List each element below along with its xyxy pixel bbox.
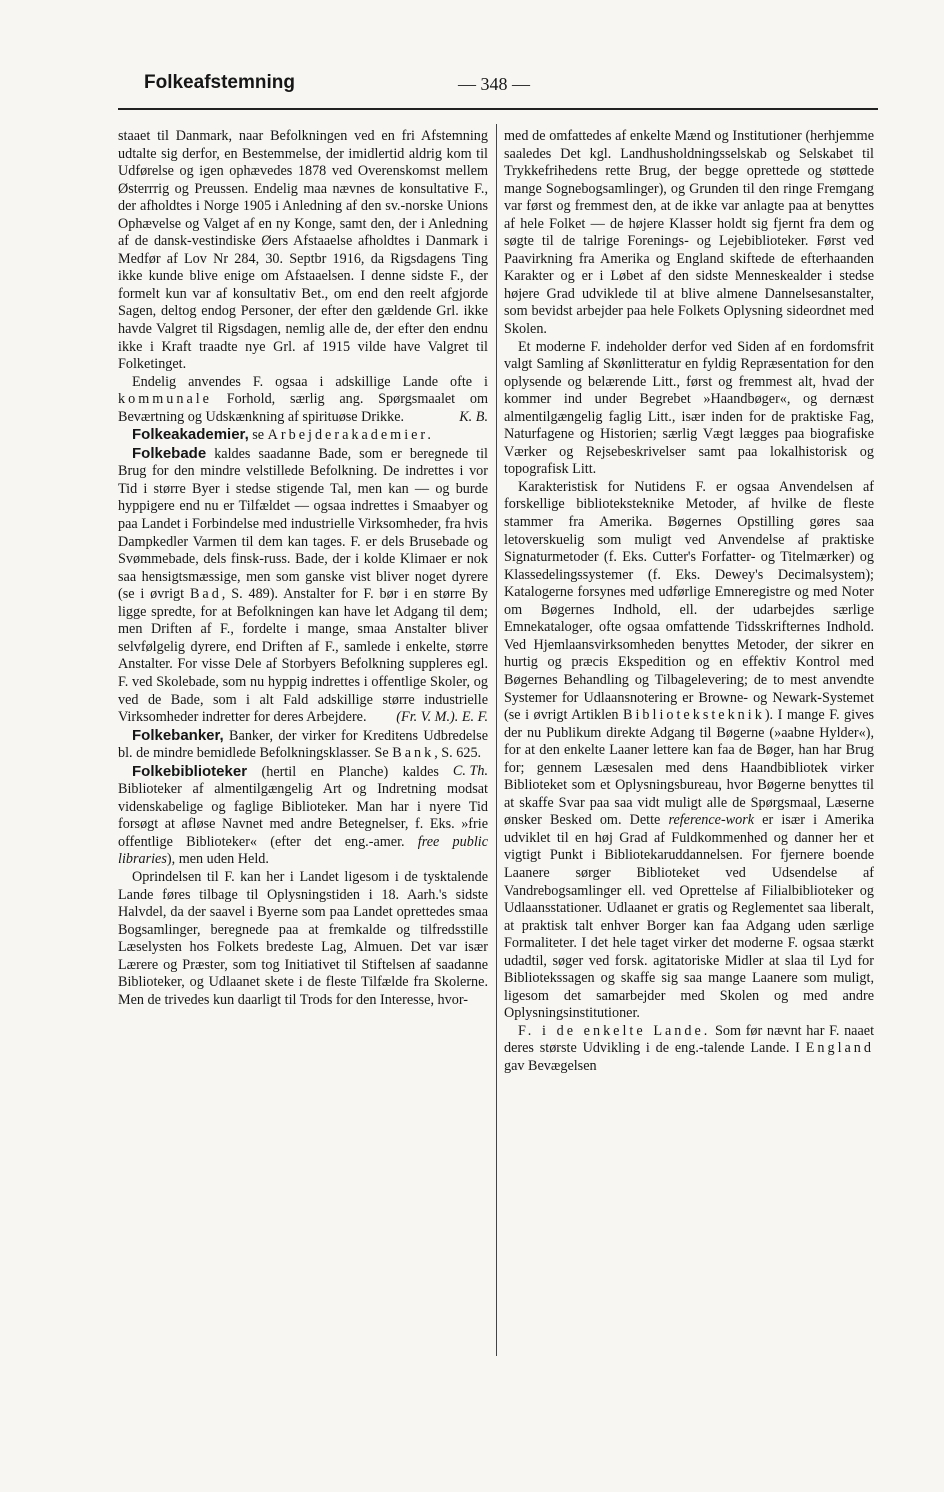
paragraph: Endelig anvendes F. ogsaa i adskillige Lande ofte i kommunale Forhold, særlig ang. Spørgsmaalet om Beværtning og Udskænkning af spirituøse Drikke. K. B. [118, 373, 488, 425]
paragraph: F. i de enkelte Lande. Som før nævnt har F. naaet deres største Udvikling i de eng.-talende Lande. I England gav Bevægelsen [504, 1022, 875, 1074]
paragraph: med de omfattedes af enkelte Mænd og Institutioner (herhjemme saaledes Det kgl. Landhusholdningsselskab og Selskabet til Trykkefrihedens rette Brug, der begge oprettede og støttede mange Sognebogsamlinger), og Grunden til den ringe Fremgang var først og fremmest den, at de ikke var anlagte paa at benyttes af hele Folket — de højere Klasser holdt sig fjernt fra dem og søgte til de talrige Forenings- og Lejebiblioteker. Først ved Paavirkning fra Amerika og England skiftede de efterhaanden Karakter og er i Løbet af den sidste Menneskealder i stedse højere Grad udviklede til at blive almene Dannelsesanstalter, som bevidst arbejder paa hele Folkets Oplysning sideordnet med Skolen. [504, 128, 874, 338]
running-head: Folkeafstemning [144, 72, 295, 93]
paragraph: Oprindelsen til F. kan her i Landet ligesom i de tysktalende Lande føres tilbage til Oplysningstiden i 18. Aarh.'s sidste Halvdel, da der saavel i Byerne som paa Landet oprettedes smaa Bogsamlinger, beregnede paa at fremkalde og tilfredsstille Læselysten hos Folkets bredeste Lag, Almuen. Det var især Lærere og Præster, som tog Initiativet til Stiftelsen af saadanne Biblioteker, og Udlaanet skete i de fleste Tilfælde fra Skolerne. Men de trivedes kun daarligt til Trods for den Interesse, hvor- [118, 868, 488, 1008]
cross-reference: Arbejderakademier. [267, 427, 434, 444]
paragraph: Et moderne F. indeholder derfor ved Siden af en fordomsfrit valgt Samling af Skønlitteratur en fyldig Repræsentation for den oplysende og belærende Litt., først og fremmest alt, hvad der kommer ind under Begrebet »Haandbøger«, og dernæst almentilgængelig faglig Litt., især inden for de praktiske Fag, Naturfagene og Historien; særlig Vægt lægges paa biografiske Værker og Rejsebeskrivelser samt paa lokalhistorisk og topografisk Litt. [504, 338, 874, 478]
entry-headword: Folkeakademier, [132, 426, 249, 444]
cross-reference: Bad [189, 586, 222, 603]
left-column [118, 128, 488, 1009]
entry-folkebanker: Folkebanker, Banker, der virker for Kreditens Udbredelse bl. de mindre bemidlede Befolkningsklasser. Se Bank, S. 625. C. Th. [118, 726, 488, 779]
author-signature: K. B. [459, 408, 488, 425]
page-number: — 348 — [458, 74, 530, 94]
column-divider [496, 124, 497, 1356]
paragraph: staaet til Danmark, naar Befolkningen ved en fri Afstemning udtalte sig derfor, en Bestemmelse, der imidlertid aldrig kom til Udførelse og igen ophævedes 1878 ved Overenskomst mellem Østerrrig og Preussen. Endelig maa nævnes de konsultative F., der afholdtes i Norge 1905 i Anledning af den sv.-norske Unions Ophævelse og Valget af en ny Konge, samt den, der i Anledning af de dansk-vestindiske Øers Afstaaelse afholdtes i Danmark i Medfør af Lov Nr 284, 30. Septbr 1916, da Rigsdagens Ting ikke kunde blive enige om Afstaaelsen. I denne sidste F., der formelt kun var af konsultativ Bet., om end den reelt afgjorde Sagen, deltog endog Personer, der efter den gældende Grl. ikke havde Valgret til Rigsdagen, nemlig alle de, der efter den endnu ikke i Kraft traadte nye Grl. af 1915 vilde have Valgret til Folketinget. [118, 128, 488, 373]
header-rule [118, 108, 878, 110]
entry-folkeakademier: Folkeakademier, se Arbejderakademier. [132, 426, 434, 444]
author-signature: (Fr. V. M.). E. F. [396, 709, 488, 726]
entry-headword: Folkebiblioteker [132, 762, 248, 780]
entry-folkebade: Folkebade kaldes saadanne Bade, som er beregnede til Brug for den mindre velstillede Befolkning. De indrettes i vor Tid i større Byer i stedse stigende Tal, men kan — og burde hyppigere end nu er Tilfældet — ogsaa indrettes i Smaabyer og paa Landet i Forbindelse med industrielle Virksomheder, fra hvis Dampkedler Varmen til dem kan tages. F. er dels Brusebade og Svømmebade, dels finsk-russ. Bade, der i kolde Klimaer er nok saa hensigtsmæssige, men som ganske vist bliver noget dyrere (se i øvrigt Bad, S. 489). Anstalter for F. bør i en større By ligge spredte, for at Befolkningen kan have let Adgang til dem; men Driften af F., fordelte i mange, smaa Anstalter bliver selvfølgelig dyrere, end Driften af F., samlede i enkelte, større Anstalter. For visse Dele af Storbyers Befolkning suppleres egl. F. ved Skolebade, som nu hyppig indrettes i offentlige Skoler, og ved de Bade, som i alt Fald adskillige større industrielle Virksomheder indretter for deres Arbejdere. (Fr. V. M.). E. F. [118, 444, 488, 726]
entry-headword: Folkebade [132, 444, 207, 462]
entry-headword: Folkebanker, [132, 726, 224, 744]
paragraph: Karakteristisk for Nutidens F. er ogsaa Anvendelsen af forskellige biblioteksteknike Metoder, af hvilke de fleste stammer fra Amerika. Bøgernes Opstilling gøres saa letoverskuelig som muligt ved Anvendelse af praktiske Signaturmetoder (f. Eks. Cutter's Forfatter- og Titelmærker) og Klassedelingssystemer (f. Eks. Dewey's Decimalsystem); Katalogerne forsynes med udførlige Emneregistre og med Noter om Bøgernes Indhold, ell. der udarbejdes særlige Emnekataloger, ofte ogsaa omfattende Tidsskrifternes Indhold. Ved Hjemlaansvirksomheden benyttes Metoder, der sikrer en hurtig og præcis Ekspedition og en effektiv Kontrol med Bøgernes Behandling og Tilbagelevering; de to mest anvendte Systemer for Udlaansnotering er Browne- og Newark-Systemet (se i øvrigt Artiklen Biblioteksteknik). I mange F. gives der nu Publikum direkte Adgang til Bøgerne (»aabne Hylder«), for at den enkelte Laaner lettere kan faa de Bøger, han har Brug for; gennem Læsesalen med dens Haandbibliotek virker Biblioteket som et Oplysningsbureau, hvor Bøgerne benyttes til at skaffe Svar paa saa vidt muligt alle de Spørgsmaal, Læserne ønsker Besked om. Dette reference-work er især i Amerika udviklet til en høj Grad af Fuldkommenhed og danner her et vigtigt Punkt i Bibliotekaruddannelsen. For fjernere boende Laanere sørger Biblioteket ved Udsendelse af Vandrebogsamlinger ell. ved Oprettelse af Filialbiblioteker og Udlaansstationer. Udlaanet er gratis og Reglementet saa liberalt, at praktisk talt enhver Borger kan faa Adgang uden særlige Formaliteter. I det hele taget virker det moderne F. ogsaa stærkt udadtil, søger ved forsk. agitatoriske Midler at slaa til Lyd for Bibliotekssagen og skaffe sig saa mange Laanere som muligt, ligesom det samarbejder med Skolen og med andre Oplysningsinstitutioner. [504, 478, 875, 1022]
cross-reference: Biblioteksteknik [623, 707, 765, 724]
cross-reference: Bank [392, 745, 435, 762]
author-signature: C. Th. [452, 762, 488, 779]
right-column [504, 128, 874, 1076]
entry-folkebiblioteker: Folkebiblioteker (hertil en Planche) kaldes Biblioteker af almentilgængelig Art og Indretning modsat videnskabelige og faglige Biblioteker. Man har i nyere Tid forsøgt at afløse Navnet med andre Betegnelser, f. Eks. »frie offentlige Biblioteker« (efter det eng.-amer. free public libraries), men uden Held. [118, 762, 488, 868]
page-header [118, 72, 878, 102]
section-subheading: F. i de enkelte Lande. [518, 1022, 711, 1039]
